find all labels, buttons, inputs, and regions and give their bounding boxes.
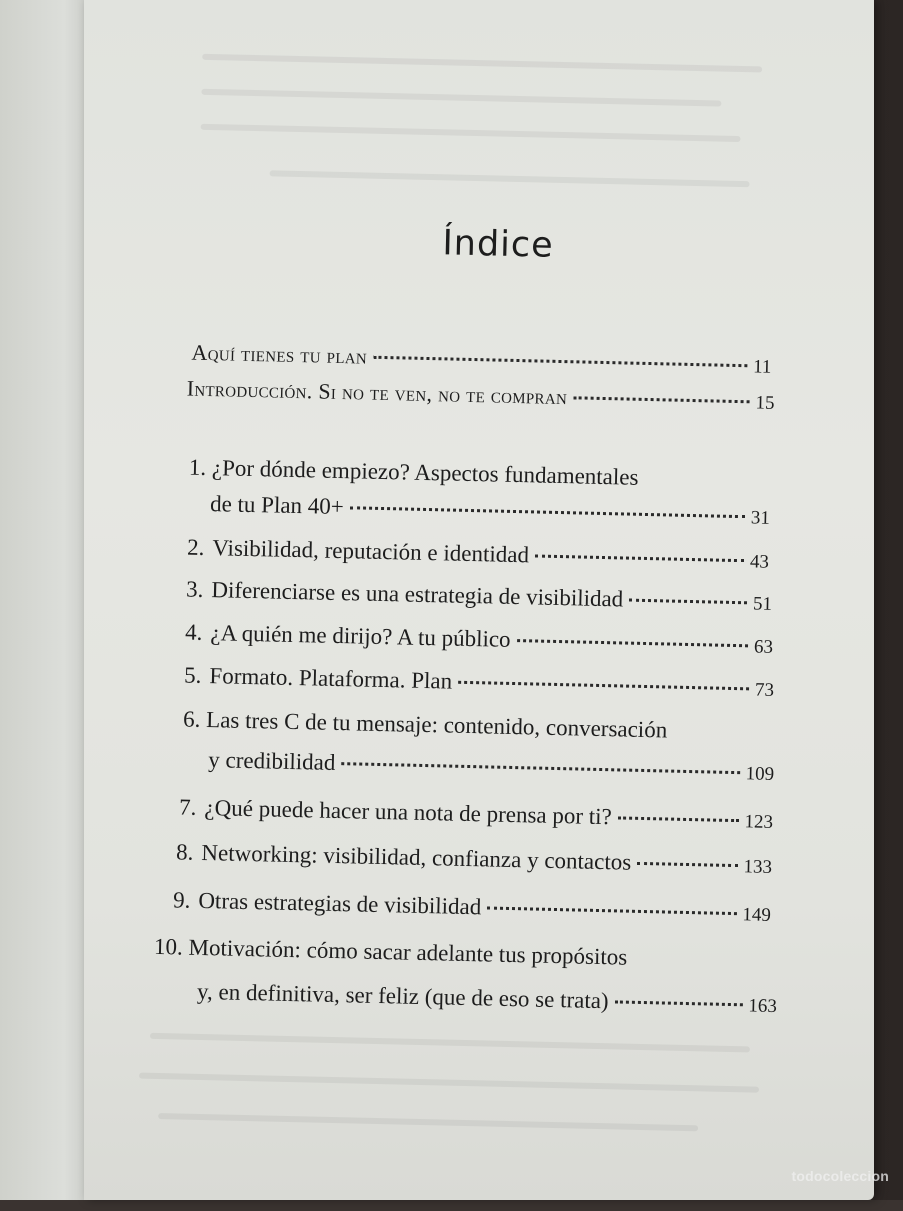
show-through-text <box>139 1073 759 1093</box>
toc-entry-1 <box>210 490 771 533</box>
toc-page-number: 15 <box>755 392 775 414</box>
show-through-text <box>270 170 750 187</box>
toc-entry-1-line1: 1. ¿Por dónde empiezo? Aspectos fundamentales <box>188 454 639 490</box>
toc-entry-8 <box>176 838 773 882</box>
show-through-text <box>150 1033 750 1053</box>
dot-leader <box>350 506 745 518</box>
dot-leader <box>573 396 749 403</box>
dot-leader <box>341 762 739 774</box>
toc-page-number: 43 <box>749 551 770 573</box>
chapter-number: 4. <box>184 619 203 645</box>
toc-page-number: 63 <box>753 636 774 658</box>
toc-entry-front-2 <box>186 375 775 418</box>
dot-leader <box>637 862 737 867</box>
show-through-text <box>158 1113 698 1131</box>
toc-entry-2 <box>187 534 770 577</box>
toc-entry-front-1 <box>191 339 772 382</box>
show-through-text <box>201 89 721 107</box>
toc-page-number: 73 <box>754 679 775 701</box>
dot-leader <box>487 906 736 915</box>
toc-entry-label: de tu Plan 40+ <box>209 491 345 520</box>
toc-page-number: 123 <box>744 811 774 833</box>
toc-entry-4 <box>185 619 774 662</box>
toc-page-number: 149 <box>742 904 772 926</box>
toc-entry-label: ¿Qué puede hacer una nota de prensa por ti? <box>204 795 613 830</box>
toc-page-number: 163 <box>748 995 778 1018</box>
toc-page-number: 133 <box>743 856 773 878</box>
show-through-text <box>202 54 762 73</box>
dot-leader <box>535 554 744 562</box>
toc-entry-6-line1: 6. Las tres C de tu mensaje: contenido, conversación <box>182 706 668 743</box>
toc-entry-10 <box>197 978 778 1021</box>
toc-entry-label: Diferenciarse es una estrategia de visibilidad <box>211 577 624 612</box>
toc-page-number: 109 <box>745 763 775 785</box>
watermark-logo: todocoleccion <box>791 1168 889 1184</box>
toc-entry-label: Otras estrategias de visibilidad <box>198 887 482 920</box>
dot-leader <box>517 639 749 647</box>
chapter-number: 7. <box>178 794 197 820</box>
toc-entry-9 <box>173 886 772 930</box>
dot-leader <box>629 599 747 605</box>
chapter-number: 3. <box>185 576 204 602</box>
toc-entry-label: Formato. Plataforma. Plan <box>209 663 453 694</box>
show-through-text <box>201 124 741 142</box>
toc-entry-7 <box>179 793 774 836</box>
dot-leader <box>615 1000 743 1006</box>
dot-leader <box>373 356 747 367</box>
toc-entry-10-line1: 10. Motivación: cómo sacar adelante tus propósitos <box>153 933 628 970</box>
toc-entry-label: Visibilidad, reputación e identidad <box>212 535 530 568</box>
dot-leader <box>618 816 739 822</box>
toc-entry-label: ¿A quién me dirijo? A tu público <box>210 620 511 652</box>
toc-entry-3 <box>186 576 773 619</box>
dot-leader <box>458 681 749 691</box>
page-title: Índice <box>442 223 555 266</box>
toc-entry-label: Aquí tienes tu plan <box>191 339 368 369</box>
chapter-number: 5. <box>183 662 202 688</box>
toc-entry-5 <box>184 662 775 705</box>
toc-entry-label: Networking: visibilidad, confianza y contactos <box>201 839 632 875</box>
toc-entry-6 <box>208 746 775 789</box>
chapter-number: 9. <box>172 887 191 913</box>
toc-entry-label: y credibilidad <box>208 747 336 775</box>
toc-entry-label: y, en definitiva, ser feliz (que de eso se trata) <box>196 978 609 1014</box>
chapter-number: 2. <box>186 534 205 560</box>
toc-page-number: 11 <box>752 356 772 378</box>
toc-entry-label: Introducción. Si no te ven, no te compran <box>186 375 568 410</box>
toc-page-number: 31 <box>750 507 771 529</box>
toc-page-number: 51 <box>752 593 773 615</box>
chapter-number: 8. <box>175 839 194 865</box>
